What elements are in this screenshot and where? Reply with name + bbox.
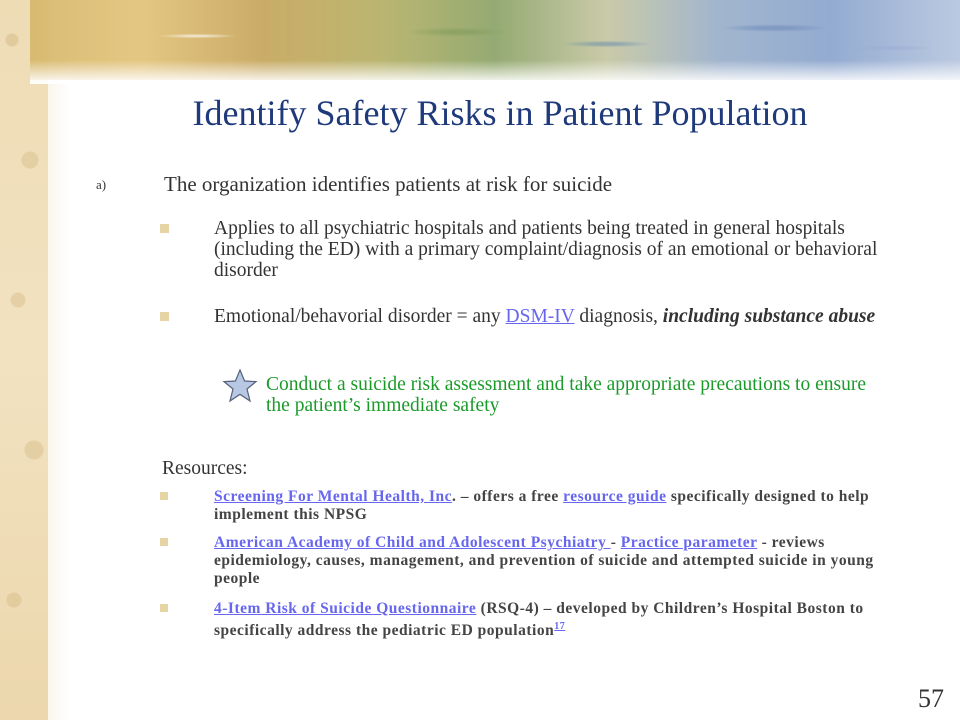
resource-text-part: . – offers a free <box>452 488 564 505</box>
definition-prefix: Emotional/behavorial disorder = any <box>214 306 506 327</box>
footnote-17-link[interactable]: 17 <box>554 621 566 632</box>
resource-item-text <box>214 534 900 588</box>
bullet-square-icon <box>160 492 168 500</box>
item-marker: a) <box>96 177 107 192</box>
aacap-link[interactable]: American Academy of Child and Adolescent Psychiatry <box>214 534 611 551</box>
definition-emphasis: including substance abuse <box>662 306 876 327</box>
resource-item-aacap <box>160 534 900 588</box>
resource-item-text <box>214 488 900 524</box>
numbered-item-a <box>96 172 896 197</box>
item-a-text: The organization identifies patients at risk for suicide <box>164 172 613 196</box>
definition-middle: diagnosis, <box>574 306 663 327</box>
resource-guide-link[interactable]: resource guide <box>563 488 667 505</box>
star-callout-text: Conduct a suicide risk assessment and take appropriate precautions to ensure the patient’s immediate safety <box>266 374 866 416</box>
screening-for-mental-health-link[interactable]: Screening For Mental Health, Inc <box>214 488 453 505</box>
bullet-applies <box>160 218 880 281</box>
star-icon <box>222 368 258 404</box>
dsm-iv-link[interactable]: DSM-IV <box>505 306 575 327</box>
practice-parameter-link[interactable]: Practice parameter <box>620 534 758 551</box>
bullet-definition-text <box>214 306 880 327</box>
resources-heading: Resources: <box>162 458 248 479</box>
resource-text-part: specifically designed to help implement this NPSG <box>214 488 870 523</box>
banner-fade <box>30 60 960 84</box>
bullet-square-icon <box>160 538 168 546</box>
resource-item-text <box>214 600 900 640</box>
left-decorative-strip <box>0 0 48 720</box>
bullet-definition <box>160 306 880 327</box>
bullet-applies-text: Applies to all psychiatric hospitals and patients being treated in general hospitals (including the ED) with a primary complaint/diagnosis of an emotional or behavioral disorder <box>214 218 878 281</box>
page-number: 57 <box>918 684 944 713</box>
bullet-square-icon <box>160 604 168 612</box>
rsq4-link[interactable]: 4-Item Risk of Suicide Questionnaire <box>214 600 477 617</box>
resource-item-rsq4 <box>160 600 900 640</box>
resource-item-screening <box>160 488 900 524</box>
resource-text-part: (RSQ-4) – developed by Children’s Hospital Boston to specifically address the pediatric ED population <box>214 600 864 640</box>
bullet-square-icon <box>160 224 169 233</box>
bullet-square-icon <box>160 312 169 321</box>
resource-text-part: - reviews epidemiology, causes, management, and prevention of suicide and attempted suicide in young people <box>214 534 874 587</box>
slide-title: Identify Safety Risks in Patient Population <box>192 93 808 133</box>
resource-text-part: - <box>610 534 621 551</box>
